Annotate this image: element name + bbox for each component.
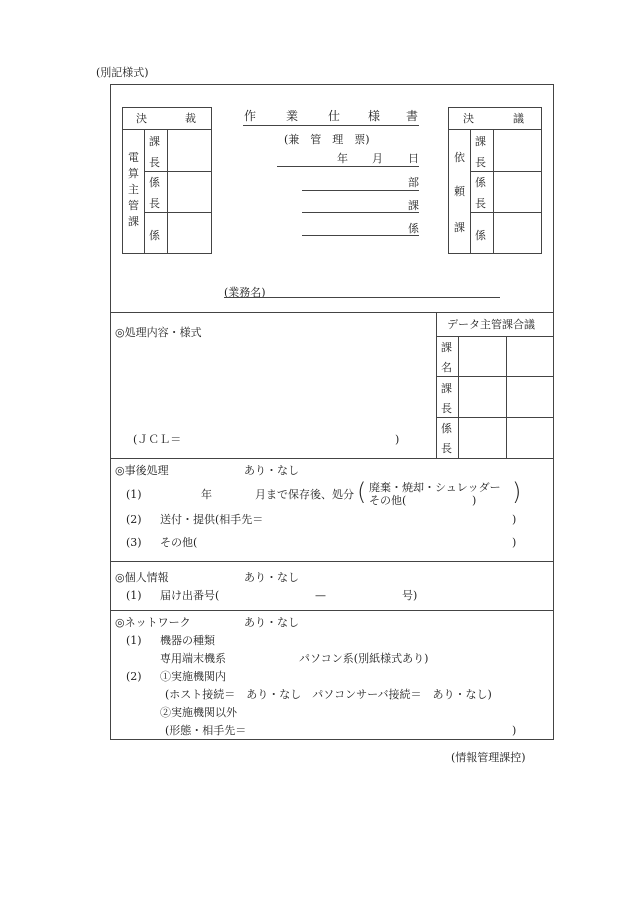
- title-char: 作: [244, 109, 257, 123]
- post-item1-text: 月まで保存後、処分: [255, 488, 354, 501]
- ka-label: 課: [408, 199, 419, 212]
- post-item2-num: (2): [126, 513, 142, 526]
- dept-char: 電: [128, 151, 139, 164]
- dept-char: 管: [128, 199, 139, 212]
- approval-left-header-a: 決: [136, 112, 147, 125]
- kakari-label: 係: [408, 222, 419, 235]
- role-char: 長: [475, 197, 486, 210]
- document-subtitle: (兼 管 理 票): [284, 133, 370, 146]
- role-char: 課: [149, 135, 160, 148]
- network-item2b-text: ②実施機関以外: [160, 706, 237, 719]
- title-char: 仕: [328, 109, 341, 123]
- title-char: 業: [286, 109, 299, 123]
- approval-left-header-b: 裁: [185, 112, 196, 125]
- processing-label: ◎処理内容・様式: [115, 326, 202, 339]
- consult-row-char: 長: [441, 442, 452, 455]
- consult-row-char: 長: [441, 402, 452, 415]
- approval-right-header-b: 議: [513, 112, 524, 125]
- network-item2-line: (ホスト接続＝ あり・なし パソコンサーバ接続＝ あり・なし): [165, 688, 492, 701]
- personal-item1-text: 届け出番号(: [160, 589, 220, 602]
- role-char: 長: [149, 197, 160, 210]
- footer-label: (情報管理課控): [451, 751, 526, 764]
- role-char: 課: [475, 135, 486, 148]
- personal-info-label: ◎個人情報: [115, 571, 169, 584]
- jcl-close: ): [395, 433, 400, 446]
- network-yes-no: あり・なし: [244, 616, 299, 629]
- post-item1-num: (1): [126, 488, 142, 501]
- network-item1-text: 機器の種類: [160, 634, 215, 647]
- post-processing-label: ◎事後処理: [115, 464, 169, 477]
- approval-right-header-a: 決: [463, 112, 474, 125]
- role-char: 長: [475, 156, 486, 169]
- network-label: ◎ネットワーク: [115, 616, 191, 629]
- post-item1-opt-b: その他(: [369, 494, 407, 507]
- network-item2b-close: ): [512, 724, 517, 737]
- role-char: 係: [149, 229, 160, 242]
- personal-info-yes-no: あり・なし: [244, 571, 299, 584]
- post-processing-yes-no: あり・なし: [244, 464, 299, 477]
- dept-char: 課: [128, 215, 139, 228]
- personal-item1-close: 号): [402, 589, 418, 602]
- divider-post: [110, 561, 554, 562]
- network-item2b-line: (形態・相手先＝: [165, 724, 247, 737]
- role-char: 係: [475, 229, 486, 242]
- dept-char: 課: [454, 221, 465, 234]
- post-item1-opt-b-close: ): [472, 494, 477, 507]
- post-item2-text: 送付・提供(相手先＝: [160, 513, 264, 526]
- dept-char: 頼: [454, 185, 465, 198]
- work-name-label: (業務名): [224, 286, 266, 299]
- date-month-label: 月: [372, 152, 383, 165]
- network-item2-text: ①実施機関内: [160, 670, 226, 683]
- bu-label: 部: [408, 176, 419, 189]
- brace-close: ): [512, 478, 522, 506]
- title-char: 書: [406, 109, 419, 123]
- post-item1-opt-a: 廃棄・焼却・シュレッダー: [369, 481, 501, 494]
- consult-row-char: 課: [441, 341, 452, 354]
- date-year-label: 年: [337, 152, 348, 165]
- post-item2-close: ): [512, 513, 517, 526]
- post-item1-year: 年: [201, 488, 212, 501]
- role-char: 係: [475, 176, 486, 189]
- network-item1-line-b: パソコン系(別紙様式あり): [299, 652, 429, 665]
- divider-processing: [110, 458, 554, 459]
- post-item3-text: その他(: [160, 536, 198, 549]
- title-char: 様: [368, 109, 381, 123]
- date-day-label: 日: [408, 152, 419, 165]
- network-item2-num: (2): [126, 670, 142, 683]
- personal-item1-num: (1): [126, 589, 142, 602]
- personal-item1-dash: —: [315, 589, 326, 602]
- dept-char: 算: [128, 167, 139, 180]
- form-label: (別記様式): [96, 66, 149, 79]
- consult-row-char: 課: [441, 382, 452, 395]
- work-name-line: [224, 297, 500, 298]
- dept-char: 依: [454, 151, 465, 164]
- divider-header: [110, 312, 554, 313]
- dept-char: 主: [128, 183, 139, 196]
- divider-personal: [110, 610, 554, 611]
- role-char: 長: [149, 156, 160, 169]
- network-item1-num: (1): [126, 634, 142, 647]
- data-consult-title: データ主管課合議: [447, 318, 535, 331]
- post-item3-close: ): [512, 536, 517, 549]
- brace-open: (: [357, 478, 367, 506]
- consult-row-char: 名: [441, 361, 452, 374]
- post-item3-num: (3): [126, 536, 142, 549]
- role-char: 係: [149, 176, 160, 189]
- consult-row-char: 係: [441, 422, 452, 435]
- network-item1-line-a: 専用端末機系: [160, 652, 226, 665]
- jcl-open: (ＪＣＬ＝: [133, 433, 182, 446]
